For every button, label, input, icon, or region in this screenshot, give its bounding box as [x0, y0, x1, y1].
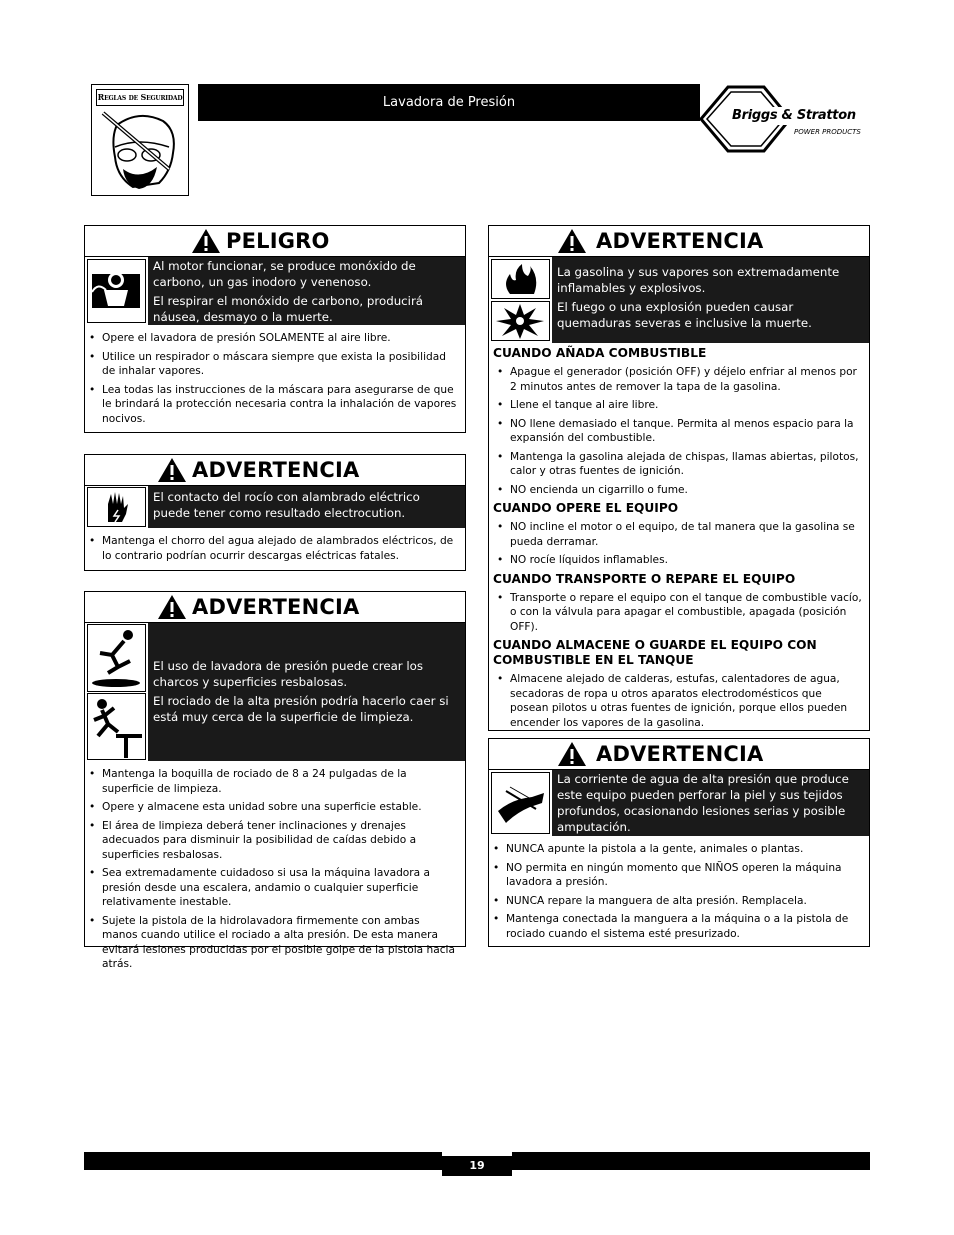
warning-slippery-surface-box — [84, 591, 466, 970]
warning-band-line: El uso de lavadora de presión puede crear los charcos y superficies resbalosas. — [153, 659, 424, 689]
section-heading: CUANDO TRANSPORTE O REPARE EL EQUIPO — [493, 571, 796, 586]
list-item: • NUNCA apunte la pistola a la gente, animales o plantas. — [489, 842, 861, 857]
warning-electrocution-box — [84, 454, 466, 571]
danger-band-line: El respirar el monóxido de carbono, producirá náusea, desmayo o la muerte. — [153, 294, 424, 324]
warning-triangle-icon — [157, 457, 187, 483]
danger-band-line: Al motor funcionar, se produce monóxido de carbono, un gas inodoro y venenoso. — [153, 259, 416, 289]
list-item: • Opere y almacene esta unidad sobre una superficie estable. — [85, 800, 457, 815]
danger-bullet-list — [85, 331, 457, 426]
warning-header — [85, 592, 465, 623]
warning-triangle-icon — [191, 228, 221, 254]
warning-band — [85, 623, 465, 761]
safety-rules-badge — [91, 84, 189, 196]
warning-band-line: La gasolina y sus vapores son extremadamente inflamables y explosivos. — [557, 265, 840, 295]
list-item: • Opere el lavadora de presión SOLAMENTE al aire libre. — [85, 331, 457, 346]
footer-rule-right — [512, 1152, 870, 1170]
warning-bullet-list — [85, 767, 457, 972]
list-item: • El área de limpieza deberá tener inclinaciones y drenajes adecuados para disminuir la posibilidad de caídas debido a superficies resbalosas. — [85, 819, 457, 863]
badge-label: Reglas de Seguridad — [96, 89, 184, 106]
page-number: 19 — [442, 1156, 512, 1176]
warning-title: ADVERTENCIA — [596, 229, 764, 253]
warning-bullet-list — [85, 534, 457, 563]
danger-title: PELIGRO — [226, 229, 330, 253]
list-item: • Almacene alejado de calderas, estufas, calentadores de agua, secadoras de ropa u otros aparatos electrodomésticos que posean pilotos u otras fuentes de ignición, porque ellos pueden encender los vapores de la gasolina. — [493, 672, 863, 730]
warning-high-pressure-spray-box — [488, 738, 870, 947]
warning-band-line: El fuego o una explosión pueden causar quemaduras severas e inclusive la muerte. — [557, 300, 812, 330]
danger-header — [85, 226, 465, 257]
section-heading: CUANDO ALMACENE O GUARDE EL EQUIPO CON COMBUSTIBLE EN EL TANQUE — [493, 638, 817, 667]
warning-band-line: La corriente de agua de alta presión que produce este equipo pueden perforar la piel y sus tejidos profundos, ocasionando lesiones serias y posible amputación. — [557, 772, 849, 834]
warning-title: ADVERTENCIA — [192, 595, 360, 619]
warning-header — [489, 739, 869, 770]
warning-triangle-icon — [557, 228, 587, 254]
list-item: • Llene el tanque al aire libre. — [493, 398, 863, 413]
list-item: • Mantenga el chorro del agua alejado de alambrados eléctricos, de lo contrario podrían ocurrir descargas eléctricas fatales. — [85, 534, 457, 563]
list-item: • Mantenga conectada la manguera a la máquina o a la pistola de rociado cuando el sistema esté presurizado. — [489, 912, 861, 941]
warning-band — [489, 257, 869, 343]
brand-logo — [698, 83, 874, 155]
danger-carbon-monoxide-box — [84, 225, 466, 433]
warning-triangle-icon — [557, 741, 587, 767]
fire-icon — [491, 259, 550, 299]
brand-name: Briggs & Stratton — [732, 108, 856, 123]
warning-bullet-list — [489, 842, 861, 941]
list-item: • NO encienda un cigarrillo o fume. — [493, 483, 863, 498]
section-heading: CUANDO AÑADA COMBUSTIBLE — [493, 346, 707, 360]
list-item: • Lea todas las instrucciones de la máscara para asegurarse de que le brindará la protección necesaria contra la inhalación de vapores nocivos. — [85, 383, 457, 427]
list-item: • Apague el generador (posición OFF) y déjelo enfriar al menos por 2 minutos antes de remover la tapa de la gasolina. — [493, 365, 863, 394]
warning-title: ADVERTENCIA — [596, 742, 764, 766]
footer-rule-left — [84, 1152, 442, 1170]
fuel-sections — [489, 343, 869, 730]
warning-band-line: El rociado de la alta presión podría hacerlo caer si está muy cerca de la superficie de limpieza. — [153, 694, 449, 724]
warning-band — [489, 770, 869, 836]
list-item: • Mantenga la gasolina alejada de chispas, llamas abiertas, pilotos, calor y otras fuentes de ignición. — [493, 450, 863, 479]
warning-band-line: El contacto del rocío con alambrado eléctrico puede tener como resultado electrocution. — [153, 490, 420, 520]
list-item: • Sujete la pistola de la hidrolavadora firmemente con ambas manos cuando utilice el rociado a alta presión. De esta manera evitará lesiones producidas por el posible golpe de la pistola hacia atrás. — [85, 914, 457, 972]
warning-title: ADVERTENCIA — [192, 458, 360, 482]
electric-shock-hand-icon — [87, 487, 146, 527]
slip-fall-icon — [87, 624, 146, 692]
section-bullet-list — [493, 365, 863, 497]
warning-header — [85, 455, 465, 486]
warning-header — [489, 226, 869, 257]
injection-injury-icon — [491, 772, 550, 834]
danger-band — [85, 257, 465, 325]
document-title-bar: Lavadora de Presión — [198, 84, 700, 121]
warning-triangle-icon — [157, 594, 187, 620]
list-item: • NO llene demasiado el tanque. Permita al menos espacio para la expansión del combustible. — [493, 417, 863, 446]
section-bullet-list — [493, 672, 863, 730]
explosion-icon — [491, 301, 550, 341]
section-bullet-list — [493, 520, 863, 568]
list-item: • Transporte o repare el equipo con el tanque de combustible vacío, o con la válvula para apagar el combustible, apagada (posición OFF). — [493, 591, 863, 635]
list-item: • NUNCA repare la manguera de alta presión. Remplacela. — [489, 894, 861, 909]
safety-person-icon — [93, 107, 187, 193]
warning-fuel-box — [488, 225, 870, 731]
fall-from-height-icon — [87, 693, 146, 760]
warning-band — [85, 486, 465, 528]
section-bullet-list — [493, 591, 863, 635]
section-heading: CUANDO OPERE EL EQUIPO — [493, 501, 679, 515]
list-item: • NO incline el motor o el equipo, de tal manera que la gasolina se pueda derramar. — [493, 520, 863, 549]
brand-subtitle: POWER PRODUCTS — [794, 128, 861, 136]
list-item: • Utilice un respirador o máscara siempre que exista la posibilidad de inhalar vapores. — [85, 350, 457, 379]
poison-gas-icon — [87, 259, 146, 323]
list-item: • NO rocíe líquidos inflamables. — [493, 553, 863, 568]
list-item: • NO permita en ningún momento que NIÑOS operen la máquina lavadora a presión. — [489, 861, 861, 890]
list-item: • Sea extremadamente cuidadoso si usa la máquina lavadora a presión desde una escalera, andamio o cualquier superficie relativamente inestable. — [85, 866, 457, 910]
list-item: • Mantenga la boquilla de rociado de 8 a 24 pulgadas de la superficie de limpieza. — [85, 767, 457, 796]
